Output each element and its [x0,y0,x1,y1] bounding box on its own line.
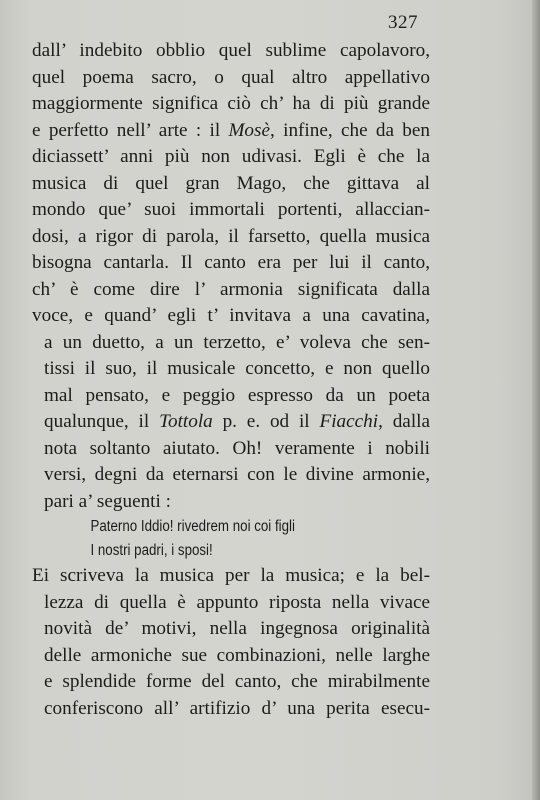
text-line: musica di quel gran Mago, che gittava al [32,172,430,194]
text-line [32,409,430,436]
author-fiacchi: Fiacchi [319,411,379,432]
page-number: 327 [388,12,418,33]
text-line: dall’ indebito obblio quel sublime capolavoro, [32,40,430,61]
text-line: tissi il suo, il musicale concetto, e non quello [44,358,430,379]
text-line: pari a’ seguenti : [44,490,171,512]
title-mose: Mosè [228,119,271,141]
text-line: mondo que’ suoi immortali portenti, allaccian- [32,199,430,220]
text-line: mal pensato, e peggio espresso da un poeta [44,384,430,406]
text-line: quel poema sacro, o qual altro appellativo [32,66,430,88]
text-line: dosi, a rigor di parola, il farsetto, quella musica [32,225,430,247]
text-line: e splendide forme del canto, che mirabilmente [44,671,430,692]
text-span: e perfetto nell’ arte : il [32,119,229,141]
text-line: maggiormente significa ciò ch’ ha di più grande [32,93,430,114]
page-edge [532,0,540,800]
text-span: , dalla [378,411,430,432]
text-line: bisogna cantarla. Il canto era per lui il canto, [32,252,430,273]
text-span: qualunque, il [44,411,160,432]
verse-line: I nostri padri, i sposi! [90,542,213,559]
text-line: nota soltanto aiutato. Oh! veramente i nobili [44,437,430,459]
text-line: conferiscono all’ artifizio d’ una perita esecu- [44,697,430,719]
text-line: ch’ è come dire l’ armonia significata dalla [32,278,430,300]
text-line: delle armoniche sue combinazioni, nelle larghe [44,644,430,666]
author-tottola: Tottola [159,411,213,432]
text-line [32,118,430,145]
body-text [32,38,430,722]
text-line: diciassett’ anni più non udivasi. Egli è che la [32,146,430,167]
text-line: voce, e quand’ egli t’ invitava a una cavatina, [32,305,430,326]
text-span: p. e. od il [212,411,320,432]
text-line: Ei scriveva la musica per la musica; e la bel- [32,565,430,586]
text-line: lezza di quella è appunto riposta nella vivace [44,591,430,613]
text-line: a un duetto, a un terzetto, e’ voleva che sen- [44,331,430,353]
verse-line: Paterno Iddio! rivedrem noi coi figli [90,518,295,535]
text-span: , infine, che da ben [270,119,430,141]
text-line: versi, degni da eternarsi con le divine armonie, [44,464,430,485]
text-line: novità de’ motivi, nella ingegnosa originalità [44,618,430,639]
